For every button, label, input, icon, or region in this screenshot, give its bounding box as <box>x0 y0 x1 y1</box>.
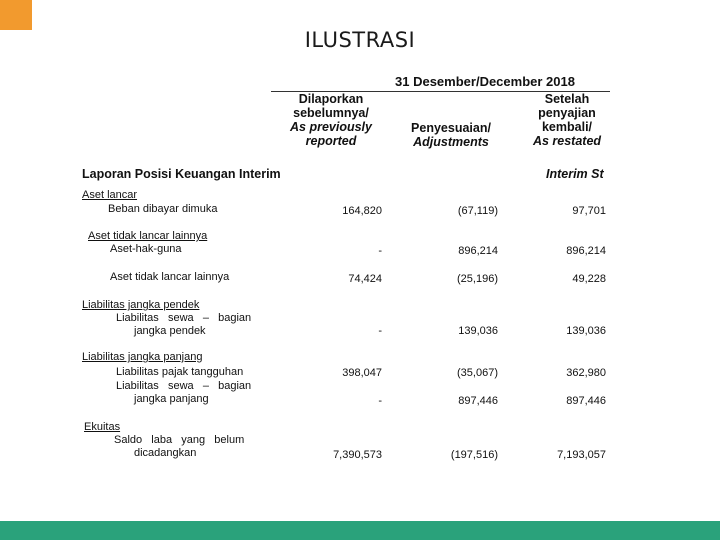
cell-deferred-tax-previous: 398,047 <box>342 367 382 379</box>
cell-rou-adjustment: 896,214 <box>458 245 498 257</box>
row-label-lease-liabilities-current-line2: jangka pendek <box>134 325 206 337</box>
section-label-short-term-liabilities: Liabilitas jangka pendek <box>82 299 200 311</box>
cell-lease-current-previous: - <box>378 325 382 337</box>
cell-retained-previous: 7,390,573 <box>333 449 382 461</box>
row-label-prepaid-expenses: Beban dibayar dimuka <box>108 203 218 215</box>
row-label-right-of-use-assets: Aset-hak-guna <box>110 243 182 255</box>
column-header-adjustments <box>396 121 506 149</box>
cell-deferred-tax-adjustment: (35,067) <box>457 367 498 379</box>
column-header-previously-reported <box>274 92 388 148</box>
section-label-other-noncurrent-assets: Aset tidak lancar lainnya <box>88 230 208 242</box>
cell-prepaid-restated: 97,701 <box>572 205 606 217</box>
statement-title: Laporan Posisi Keuangan Interim <box>82 167 281 181</box>
cell-lease-noncurrent-adjustment: 897,446 <box>458 395 498 407</box>
cell-lease-current-restated: 139,036 <box>566 325 606 337</box>
cell-other-nca-previous: 74,424 <box>348 273 382 285</box>
financial-statement-excerpt <box>78 72 612 468</box>
column-header-restated <box>518 92 616 148</box>
row-label-lease-liabilities-current-line1: Liabilitas sewa – bagian <box>116 312 252 324</box>
cell-prepaid-previous: 164,820 <box>342 205 382 217</box>
row-label-lease-liabilities-noncurrent-line1: Liabilitas sewa – bagian <box>116 380 252 392</box>
row-label-retained-earnings-line1: Saldo laba yang belum <box>114 434 245 446</box>
row-label-other-noncurrent-assets: Aset tidak lancar lainnya <box>110 271 230 283</box>
section-label-long-term-liabilities: Liabilitas jangka panjang <box>82 351 203 363</box>
cell-lease-noncurrent-previous: - <box>378 395 382 407</box>
corner-accent <box>0 0 32 30</box>
row-label-lease-liabilities-noncurrent-line2: jangka panjang <box>134 393 209 405</box>
footer-bar <box>0 521 720 540</box>
column-header-adjustments-id: Penyesuaian/ <box>411 121 491 135</box>
cell-rou-previous: - <box>378 245 382 257</box>
cell-deferred-tax-restated: 362,980 <box>566 367 606 379</box>
cell-lease-current-adjustment: 139,036 <box>458 325 498 337</box>
row-label-deferred-tax-liabilities: Liabilitas pajak tangguhan <box>116 366 244 378</box>
cell-other-nca-restated: 49,228 <box>572 273 606 285</box>
period-header: 31 Desember/December 2018 <box>395 74 575 89</box>
section-label-current-assets: Aset lancar <box>82 189 138 201</box>
column-header-previous-en: As previously reported <box>290 120 372 148</box>
cell-other-nca-adjustment: (25,196) <box>457 273 498 285</box>
cell-retained-restated: 7,193,057 <box>557 449 606 461</box>
row-label-retained-earnings-line2: dicadangkan <box>134 447 197 459</box>
column-header-previous-id: Dilaporkan sebelumnya/ <box>293 92 369 120</box>
cell-lease-noncurrent-restated: 897,446 <box>566 395 606 407</box>
statement-title-en: Interim St <box>546 167 604 181</box>
slide-title: ILUSTRASI <box>304 28 416 52</box>
cell-retained-adjustment: (197,516) <box>450 449 498 461</box>
section-label-equity: Ekuitas <box>84 421 121 433</box>
cell-rou-restated: 896,214 <box>566 245 606 257</box>
column-header-restated-en: As restated <box>532 134 602 148</box>
cell-prepaid-adjustment: (67,119) <box>457 205 498 217</box>
column-header-restated-id: Setelah penyajian kembali/ <box>538 92 596 134</box>
column-header-adjustments-en: Adjustments <box>413 135 489 149</box>
